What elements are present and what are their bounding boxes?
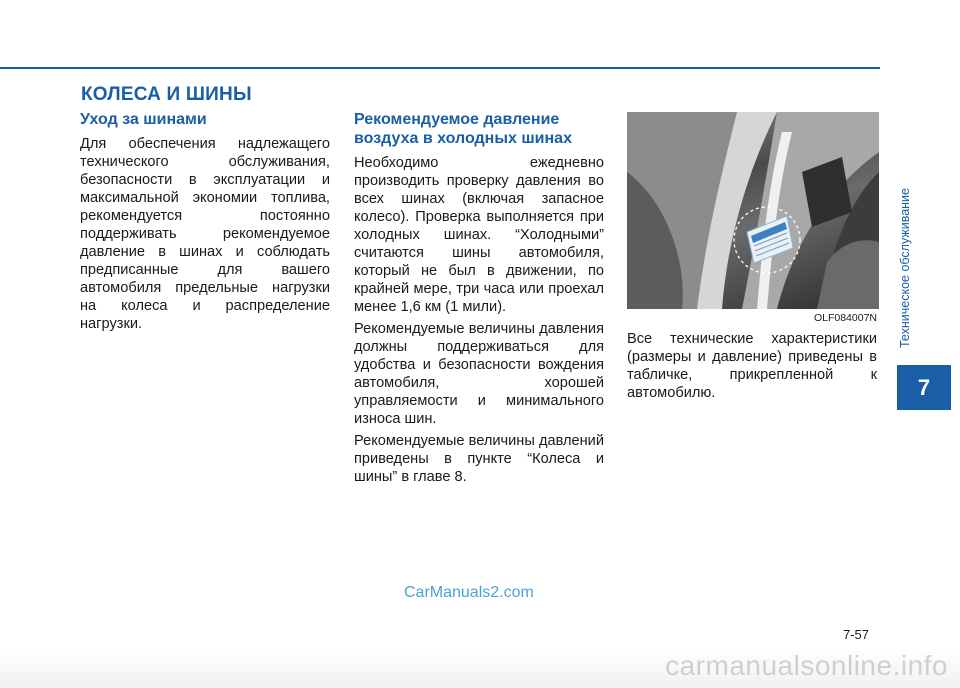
paragraph-recommended-values: Рекомендуемые величины давления должны поддерживаться для удобства и безопасности вождения автомобиля, хорошей управляемости и минимального износа шин. xyxy=(354,321,604,427)
header-rule xyxy=(0,67,880,69)
paragraph-label-info: Все технические характеристики (размеры и давление) приведены в табличке, прикрепленной к автомобилю. xyxy=(627,331,877,401)
paragraph-tire-care: Для обеспечения надлежащего технического обслуживания, безопасности в эксплуатации и максимальной экономии топлива, рекомендуется постоянно поддерживать рекомендуемое давление в шинах и соблюдать предписанные для вашего автомобиля предельные нагрузки на колеса и распределение нагрузки. xyxy=(80,136,330,332)
tire-label-photo xyxy=(627,112,879,309)
section-title: КОЛЕСА И ШИНЫ xyxy=(81,84,252,105)
heading-tire-care: Уход за шинами xyxy=(80,111,207,128)
column-tire-care xyxy=(80,110,330,337)
column-tire-pressure xyxy=(354,110,604,490)
column-tire-label xyxy=(627,112,877,406)
door-pillar-illustration xyxy=(627,112,879,309)
page-number: 7-57 xyxy=(843,627,870,642)
watermark: CarManuals2.com xyxy=(404,584,534,601)
paragraph-see-chapter: Рекомендуемые величины давлений приведены в пункте “Колеса и шины” в главе 8. xyxy=(354,433,604,485)
chapter-label-text: Техническое обслуживание xyxy=(898,188,912,348)
heading-tire-pressure: Рекомендуемое давление воздуха в холодных шинах xyxy=(354,111,572,147)
chapter-tab: 7 xyxy=(897,365,951,410)
paragraph-check-pressure: Необходимо ежедневно производить проверку давления во всех шинах (включая запасное колесо). Проверка выполняется при холодных шинах. “Холодными” считаются шины автомобиля, который не был в движении, по крайней мере, три часа или проехал менее 1,6 км (1 мили). xyxy=(354,155,604,315)
image-code: OLF084007N xyxy=(813,312,877,324)
site-mark: carmanualsonline.info xyxy=(665,650,948,681)
